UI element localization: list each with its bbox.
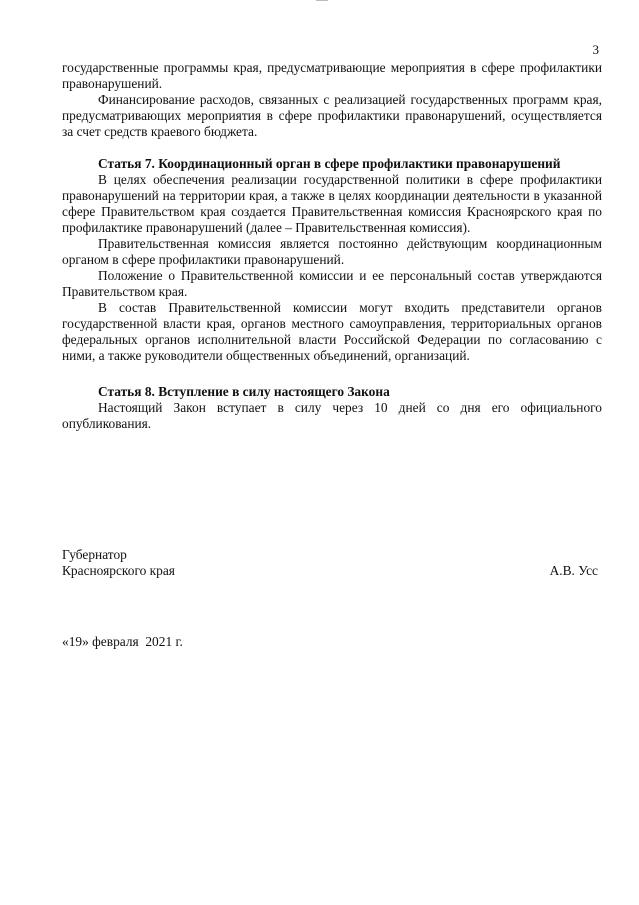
article-8-heading: Статья 8. Вступление в силу настоящего Закона (98, 384, 390, 399)
article-7-paragraph-3: Положение о Правительственной комиссии и ее персональный состав утверждаются Правительством края. (62, 268, 602, 299)
article-7-paragraph-4: В состав Правительственной комиссии могут входить представители органов государственной власти края, органов местного самоуправления, территориальных органов федеральных органов исполнительной власти Российской Федерации по согласованию с ними, а также руководители общественных объединений, организаций. (62, 300, 602, 363)
page-number: 3 (592, 42, 599, 57)
paragraph-financing: Финансирование расходов, связанных с реализацией государственных программ края, предусматривающих мероприятия в сфере профилактики правонарушений, осуществляется за счет средств краевого бюджета. (62, 92, 602, 139)
article-7-paragraph-2: Правительственная комиссия является постоянно действующим координационным органом в сфере профилактики правонарушений. (62, 236, 602, 267)
signatory-name: А.В. Усс (549, 563, 598, 578)
paragraph-continuation: государственные программы края, предусматривающие мероприятия в сфере профилактики правонарушений. (62, 60, 602, 91)
article-7-paragraph-1: В целях обеспечения реализации государственной политики в сфере профилактики правонарушений на территории края, а также в целях координации деятельности в указанной сфере Правительством края создается Правительственная комиссия Красноярского края по профилактике правонарушений (далее – Правительственная комиссия). (62, 172, 602, 235)
document-date: «19» февраля 2021 г. (62, 634, 183, 649)
signature-block (62, 547, 598, 579)
article-7-heading: Статья 7. Координационный орган в сфере профилактики правонарушений (98, 156, 561, 171)
document-body (62, 60, 602, 432)
signatory-title-line-1: Губернатор (62, 547, 127, 562)
top-edge-mark (316, 0, 328, 1)
signatory-title-line-2: Красноярского края (62, 563, 175, 578)
article-8-paragraph-1: Настоящий Закон вступает в силу через 10 дней со дня его официального опубликования. (62, 400, 602, 431)
